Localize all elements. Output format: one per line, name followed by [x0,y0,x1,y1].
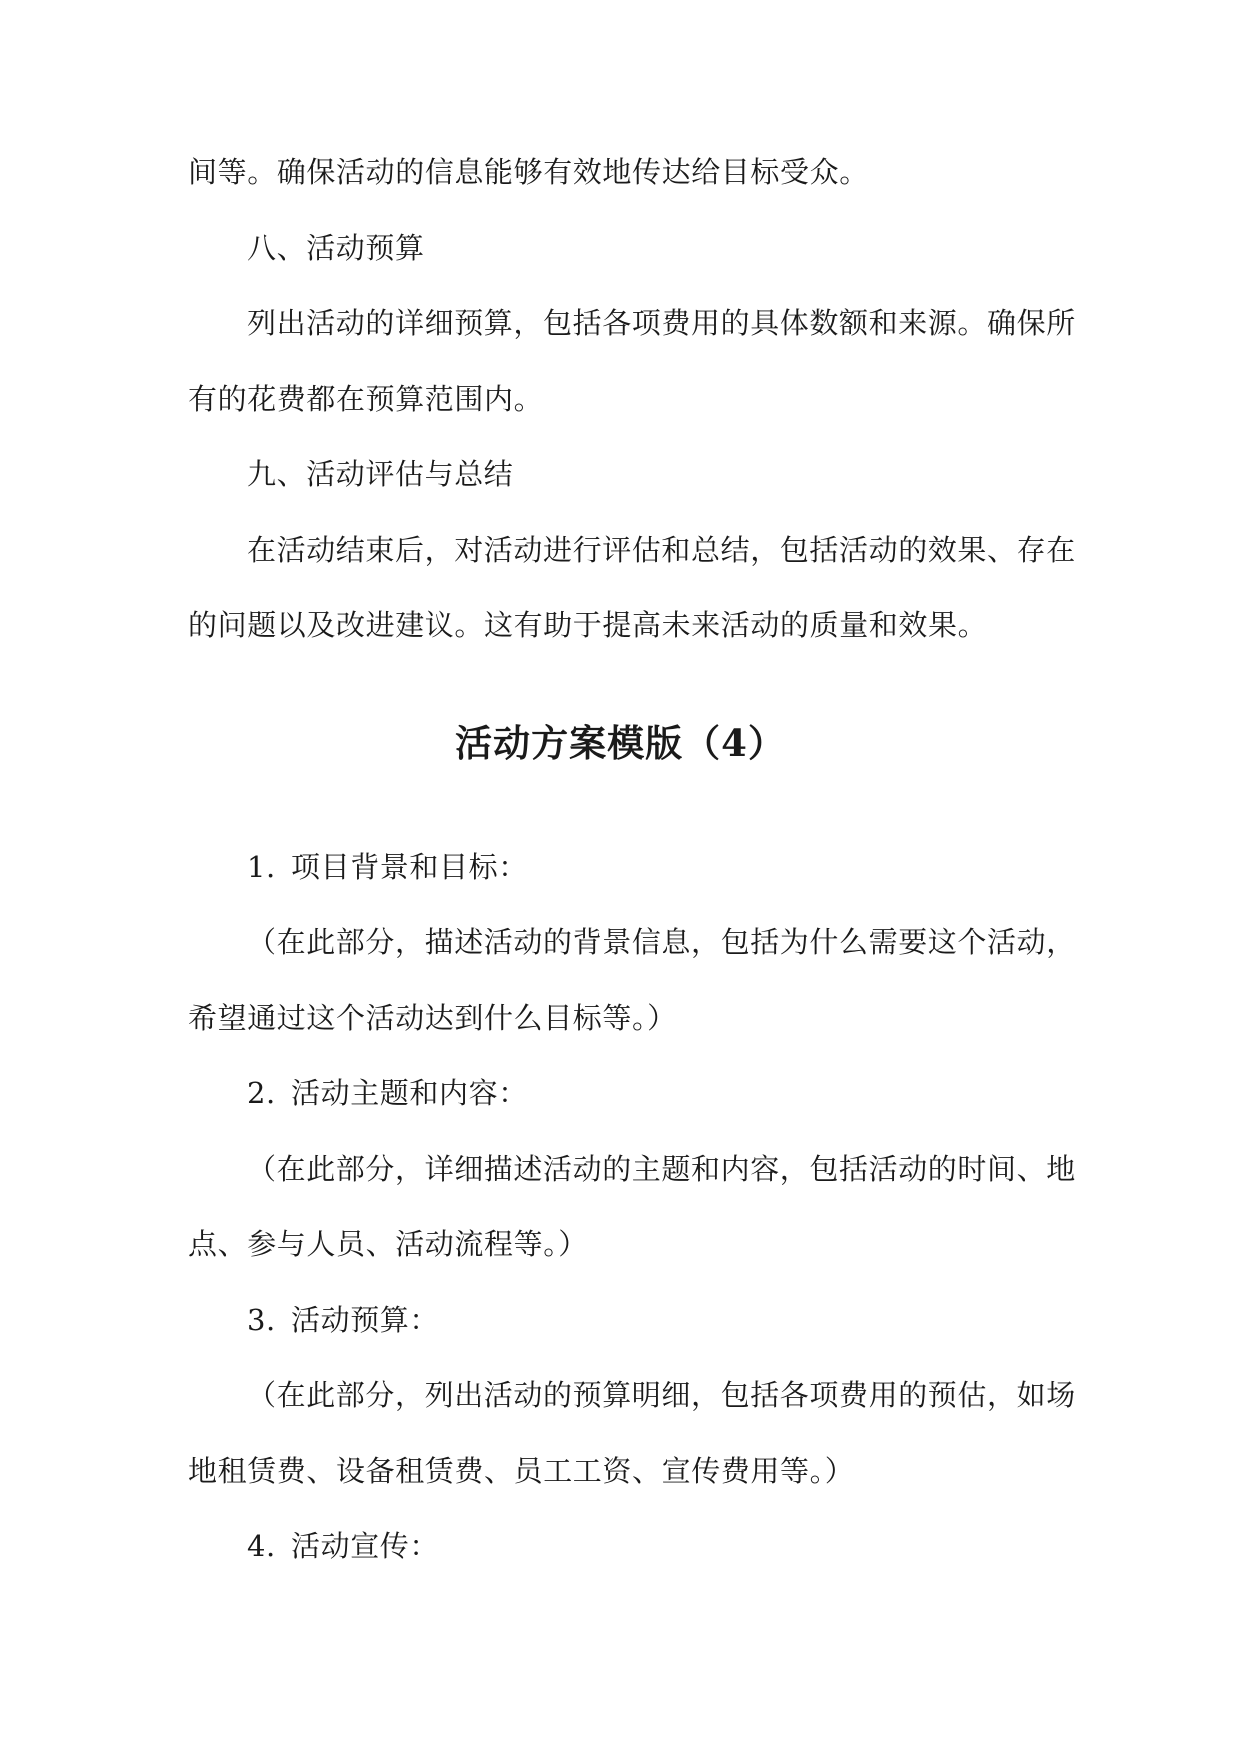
list-item-title: 活动预算： [291,1303,440,1337]
list-item-desc-line: （在此部分，描述活动的背景信息，包括为什么需要这个活动， [247,925,1076,959]
list-item-desc-line: 希望通过这个活动达到什么目标等。） [188,1001,677,1035]
list-item-title: 活动主题和内容： [291,1076,528,1110]
list-item-heading [247,1526,439,1566]
section-heading-budget: 八、活动预算 [247,231,425,265]
list-item-title: 活动宣传： [291,1529,440,1563]
list-item-heading [247,1073,528,1113]
section-heading-evaluation: 九、活动评估与总结 [247,457,514,491]
list-item-number: 2. [247,1076,276,1110]
list-item-number: 1. [247,850,276,884]
list-item-desc-line: （在此部分，列出活动的预算明细，包括各项费用的预估，如场 [247,1378,1076,1412]
list-item-number: 4. [247,1529,276,1563]
paragraph-line: 列出活动的详细预算，包括各项费用的具体数额和来源。确保所 [247,306,1076,340]
paragraph-line: 的问题以及改进建议。这有助于提高未来活动的质量和效果。 [188,608,988,642]
list-item-number: 3. [247,1303,276,1337]
list-item-heading [247,1300,439,1340]
list-item-desc-line: 地租赁费、设备租赁费、员工工资、宣传费用等。） [188,1454,855,1488]
paragraph-line: 有的花费都在预算范围内。 [188,382,544,416]
paragraph-line: 间等。确保活动的信息能够有效地传达给目标受众。 [188,155,869,189]
list-item-desc-line: （在此部分，详细描述活动的主题和内容，包括活动的时间、地 [247,1152,1076,1186]
list-item-desc-line: 点、参与人员、活动流程等。） [188,1227,588,1261]
list-item-heading [247,847,528,887]
list-item-title: 项目背景和目标： [291,850,528,884]
paragraph-line: 在活动结束后，对活动进行评估和总结，包括活动的效果、存在 [247,533,1076,567]
document-title: 活动方案模版（4） [455,721,786,765]
